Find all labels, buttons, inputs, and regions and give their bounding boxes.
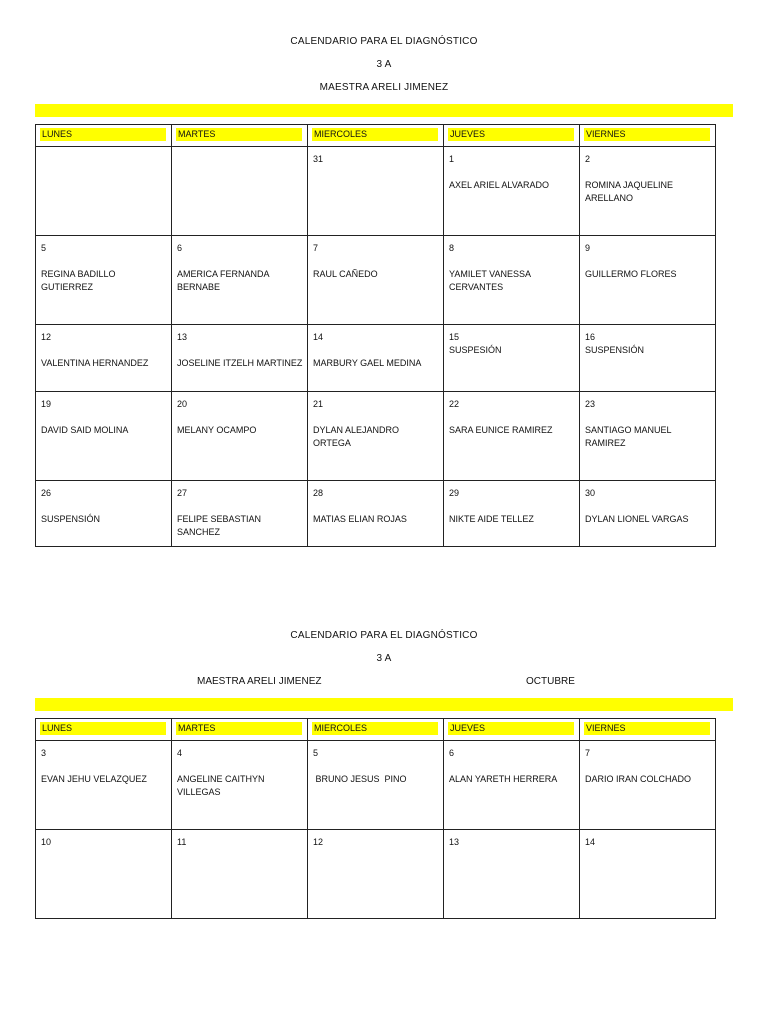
page1-highlight-bar bbox=[35, 104, 733, 117]
page2-month: OCTUBRE bbox=[526, 676, 575, 687]
day-number: 30 bbox=[585, 488, 596, 498]
day-cell-lunes bbox=[36, 830, 172, 919]
header-martes: MARTES bbox=[176, 128, 302, 141]
day-number: 1 bbox=[449, 154, 455, 164]
student-name: FELIPE SEBASTIAN SANCHEZ bbox=[177, 514, 264, 537]
day-number: 7 bbox=[313, 243, 319, 253]
student-name: RAUL CAÑEDO bbox=[313, 269, 378, 279]
student-name: YAMILET VANESSA CERVANTES bbox=[449, 269, 534, 292]
day-cell-lunes bbox=[36, 236, 172, 325]
day-cell-viernes bbox=[580, 147, 716, 236]
student-name: VALENTINA HERNANDEZ bbox=[41, 358, 149, 368]
day-cell-miercoles bbox=[308, 236, 444, 325]
day-cell-jueves bbox=[444, 741, 580, 830]
day-number: 23 bbox=[585, 399, 596, 409]
day-cell-jueves bbox=[444, 325, 580, 392]
day-cell-lunes bbox=[36, 481, 172, 547]
page2-group: 3 A bbox=[376, 653, 392, 664]
student-name: SUSPENSIÓN bbox=[41, 514, 101, 524]
student-name: MARBURY GAEL MEDINA bbox=[313, 358, 422, 368]
student-name: AXEL ARIEL ALVARADO bbox=[449, 180, 550, 190]
day-number: 11 bbox=[177, 837, 187, 847]
student-name: SARA EUNICE RAMIREZ bbox=[449, 425, 553, 435]
day-cell-jueves bbox=[444, 392, 580, 481]
student-name: EVAN JEHU VELAZQUEZ bbox=[41, 774, 147, 784]
day-cell-miercoles bbox=[308, 741, 444, 830]
day-cell-martes bbox=[172, 741, 308, 830]
day-number: 27 bbox=[177, 488, 188, 498]
day-cell-viernes bbox=[580, 392, 716, 481]
day-cell-miercoles bbox=[308, 325, 444, 392]
day-number: 6 bbox=[177, 243, 183, 253]
day-number: 22 bbox=[449, 399, 460, 409]
day-cell-martes bbox=[172, 392, 308, 481]
day-cell-martes bbox=[172, 481, 308, 547]
page1-title: CALENDARIO PARA EL DIAGNÓSTICO bbox=[290, 36, 478, 47]
student-name: SUSPESIÓN bbox=[449, 345, 502, 355]
student-name: NIKTE AIDE TELLEZ bbox=[449, 514, 534, 524]
day-number: 12 bbox=[313, 837, 324, 847]
day-cell-martes bbox=[172, 325, 308, 392]
header-viernes: VIERNES bbox=[584, 722, 710, 735]
week-row bbox=[36, 741, 716, 830]
day-cell-lunes bbox=[36, 741, 172, 830]
page1-group: 3 A bbox=[376, 59, 392, 70]
day-cell-miercoles bbox=[308, 392, 444, 481]
day-number: 16 bbox=[585, 332, 596, 342]
day-cell-viernes bbox=[580, 481, 716, 547]
day-number: 29 bbox=[449, 488, 460, 498]
student-name: SUSPENSIÓN bbox=[585, 345, 645, 355]
page2-title: CALENDARIO PARA EL DIAGNÓSTICO bbox=[290, 630, 478, 641]
day-number: 5 bbox=[41, 243, 47, 253]
week-row bbox=[36, 830, 716, 919]
day-number: 15 bbox=[449, 332, 460, 342]
day-number: 6 bbox=[449, 748, 455, 758]
day-cell-jueves bbox=[444, 830, 580, 919]
day-number: 26 bbox=[41, 488, 52, 498]
day-cell-lunes bbox=[36, 325, 172, 392]
header-viernes: VIERNES bbox=[584, 128, 710, 141]
day-cell-lunes bbox=[36, 392, 172, 481]
day-number: 28 bbox=[313, 488, 324, 498]
day-number: 14 bbox=[585, 837, 596, 847]
day-number: 20 bbox=[177, 399, 188, 409]
header-jueves: JUEVES bbox=[448, 128, 574, 141]
day-cell-viernes bbox=[580, 236, 716, 325]
student-name: ROMINA JAQUELINE ARELLANO bbox=[585, 180, 676, 203]
day-number: 4 bbox=[177, 748, 183, 758]
header-martes: MARTES bbox=[176, 722, 302, 735]
day-cell-jueves bbox=[444, 236, 580, 325]
day-cell-jueves bbox=[444, 481, 580, 547]
day-cell-lunes bbox=[36, 147, 172, 236]
header-miercoles: MIERCOLES bbox=[312, 128, 438, 141]
day-number: 13 bbox=[449, 837, 460, 847]
day-number: 7 bbox=[585, 748, 591, 758]
day-cell-viernes bbox=[580, 830, 716, 919]
week-row bbox=[36, 392, 716, 481]
day-cell-martes bbox=[172, 236, 308, 325]
week-row bbox=[36, 147, 716, 236]
day-number: 2 bbox=[585, 154, 591, 164]
header-lunes: LUNES bbox=[40, 128, 166, 141]
day-number: 19 bbox=[41, 399, 52, 409]
day-number: 13 bbox=[177, 332, 188, 342]
student-name: AMERICA FERNANDA BERNABE bbox=[177, 269, 272, 292]
student-name: MATIAS ELIAN ROJAS bbox=[313, 514, 407, 524]
student-name: DARIO IRAN COLCHADO bbox=[585, 774, 692, 784]
day-number: 14 bbox=[313, 332, 324, 342]
day-cell-miercoles bbox=[308, 147, 444, 236]
day-number: 5 bbox=[313, 748, 319, 758]
page2-highlight-bar bbox=[35, 698, 733, 711]
day-number: 12 bbox=[41, 332, 52, 342]
day-number: 21 bbox=[313, 399, 324, 409]
page2-teacher: MAESTRA ARELI JIMENEZ bbox=[197, 676, 322, 687]
day-cell-miercoles bbox=[308, 481, 444, 547]
header-row bbox=[36, 125, 716, 147]
student-name: REGINA BADILLO GUTIERREZ bbox=[41, 269, 119, 292]
week-row bbox=[36, 481, 716, 547]
week-row bbox=[36, 325, 716, 392]
student-name: ALAN YARETH HERRERA bbox=[449, 774, 558, 784]
student-name: JOSELINE ITZELH MARTINEZ bbox=[177, 358, 303, 368]
day-cell-jueves bbox=[444, 147, 580, 236]
day-number: 9 bbox=[585, 243, 591, 253]
header-lunes: LUNES bbox=[40, 722, 166, 735]
week-row bbox=[36, 236, 716, 325]
header-row bbox=[36, 719, 716, 741]
student-name: SANTIAGO MANUEL RAMIREZ bbox=[585, 425, 674, 448]
student-name: DAVID SAID MOLINA bbox=[41, 425, 129, 435]
student-name: DYLAN ALEJANDRO ORTEGA bbox=[313, 425, 402, 448]
header-miercoles: MIERCOLES bbox=[312, 722, 438, 735]
page1-calendar-table bbox=[35, 124, 716, 547]
student-name: DYLAN LIONEL VARGAS bbox=[585, 514, 689, 524]
day-number: 10 bbox=[41, 837, 52, 847]
header-jueves: JUEVES bbox=[448, 722, 574, 735]
student-name: BRUNO JESUS PINO bbox=[313, 774, 407, 784]
student-name: MELANY OCAMPO bbox=[177, 425, 257, 435]
day-cell-viernes bbox=[580, 741, 716, 830]
day-cell-viernes bbox=[580, 325, 716, 392]
day-cell-miercoles bbox=[308, 830, 444, 919]
day-cell-martes bbox=[172, 830, 308, 919]
day-cell-martes bbox=[172, 147, 308, 236]
page1-teacher: MAESTRA ARELI JIMENEZ bbox=[319, 82, 449, 93]
student-name: ANGELINE CAITHYN VILLEGAS bbox=[177, 774, 268, 797]
day-number: 31 bbox=[313, 154, 324, 164]
day-number: 8 bbox=[449, 243, 455, 253]
student-name: GUILLERMO FLORES bbox=[585, 269, 677, 279]
day-number: 3 bbox=[41, 748, 47, 758]
page2-calendar-table bbox=[35, 718, 716, 919]
